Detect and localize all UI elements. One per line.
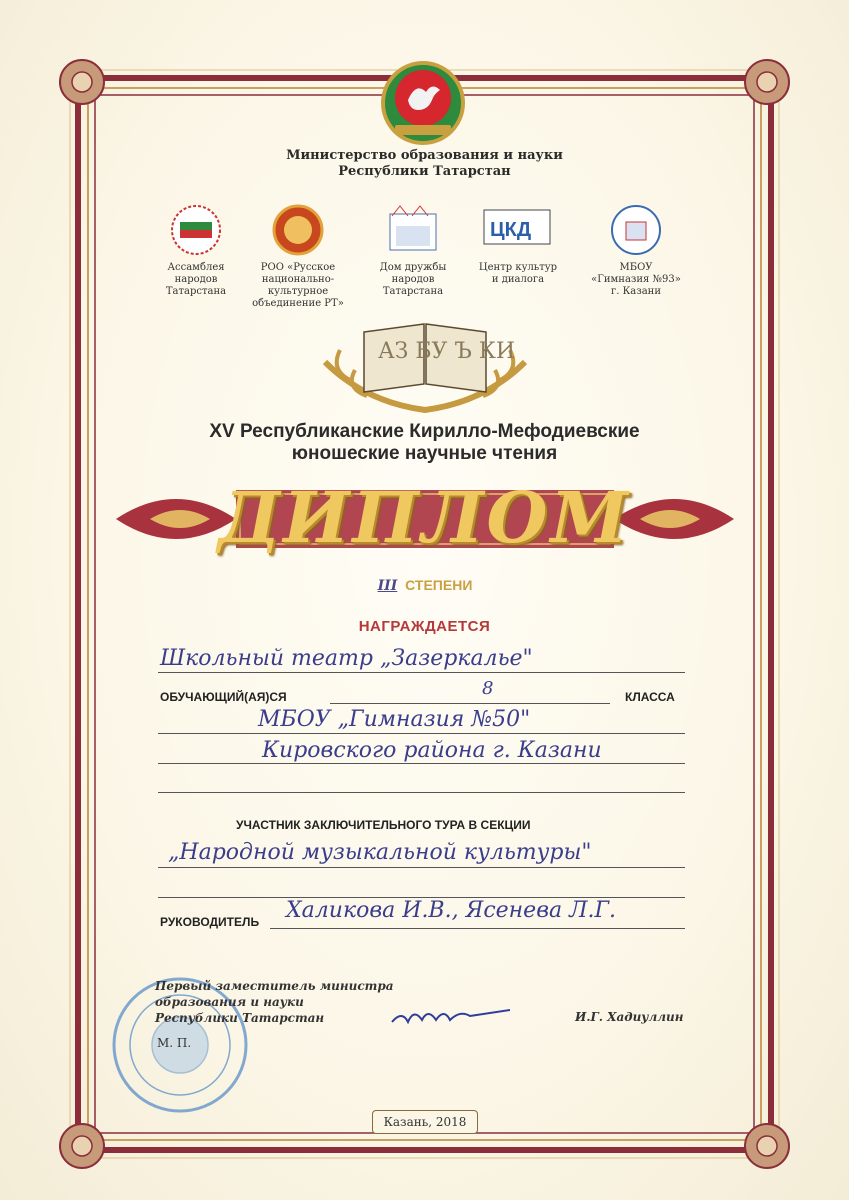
ministry-header [200, 148, 649, 180]
student-label: ОБУЧАЮЩИЙ(АЯ)СЯ [160, 690, 287, 704]
stamp-label: М. П. [157, 1036, 192, 1050]
org-line: Дом дружбы [379, 262, 447, 273]
diploma-title: ДИПЛОМ [218, 476, 631, 559]
org-line: Ассамблея [167, 262, 225, 273]
book-emblem-icon [325, 324, 525, 410]
degree-line [330, 577, 520, 594]
culture-center-logo-icon [484, 210, 550, 244]
degree-number: III [377, 578, 398, 594]
section-value: „Народной музыкальной культуры" [168, 840, 592, 865]
school-line-2: Кировского района г. Казани [262, 738, 602, 763]
org-line: культурное [267, 286, 329, 297]
city-year: Казань, 2018 [372, 1110, 478, 1134]
org-line: Татарстана [382, 286, 444, 297]
corner-ornament-top-right-icon [745, 60, 789, 104]
event-line-1: XV Республиканские Кирилло-Мефодиевские [209, 421, 640, 442]
class-value: 8 [482, 678, 494, 699]
signature-scribble-icon [392, 1010, 510, 1022]
org-line: народов [174, 274, 218, 285]
org-line: объединение РТ» [252, 298, 344, 309]
org-gymnasium-93 [576, 258, 696, 298]
event-line-2: юношеские научные чтения [291, 443, 558, 464]
org-friendship-house [353, 258, 473, 298]
signatory-name: И.Г. Хадиуллин [575, 1010, 684, 1024]
org-line: Центр культур [478, 262, 558, 273]
russian-cultural-association-logo-icon [274, 206, 322, 254]
corner-ornament-top-left-icon [60, 60, 104, 104]
svg-text:АЗ БУ Ъ КИ: АЗ БУ Ъ КИ [378, 339, 516, 364]
org-line: «Гимназия №93» [591, 274, 681, 285]
org-line: Татарстана [165, 286, 227, 297]
tatarstan-emblem-icon [383, 63, 463, 143]
ministry-line-1: Министерство образования и науки [286, 148, 563, 163]
section-label: УЧАСТНИК ЗАКЛЮЧИТЕЛЬНОГО ТУРА В СЕКЦИИ [236, 818, 531, 832]
corner-ornament-bottom-right-icon [745, 1124, 789, 1168]
section-underline-1 [158, 867, 685, 868]
awardee-name: Школьный театр „Зазеркалье" [160, 646, 533, 671]
class-label: КЛАССА [625, 690, 675, 704]
supervisor-value: Халикова И.В., Ясенева Л.Г. [286, 898, 617, 923]
org-line: народов [391, 274, 435, 285]
awardee-underline [158, 672, 685, 673]
gymnasium-93-logo-icon [612, 206, 660, 254]
friendship-house-logo-icon [390, 206, 436, 250]
awarded-label: НАГРАЖДАЕТСЯ [358, 618, 491, 635]
corner-ornament-bottom-left-icon [60, 1124, 104, 1168]
ministry-line-2: Республики Татарстан [338, 164, 511, 179]
signatory-position [155, 978, 395, 1026]
org-line: МБОУ [619, 262, 653, 273]
school-line-1: МБОУ „Гимназия №50" [258, 707, 531, 732]
supervisor-underline [270, 928, 685, 929]
event-title [120, 421, 729, 465]
degree-label: СТЕПЕНИ [405, 577, 473, 593]
org-line: и диалога [491, 274, 545, 285]
org-culture-center [458, 258, 578, 286]
signatory-line-2: образования и науки [155, 995, 304, 1009]
org-line: национально- [261, 274, 335, 285]
org-line: РОО «Русское [260, 262, 336, 273]
org-line: г. Казани [610, 286, 662, 297]
class-underline [330, 703, 610, 704]
signatory-line-3: Республики Татарстан [155, 1011, 325, 1025]
org-russian-association [238, 258, 358, 310]
assembly-logo-icon [172, 206, 220, 254]
supervisor-label: РУКОВОДИТЕЛЬ [160, 915, 260, 929]
school-underline-3 [158, 792, 685, 793]
svg-text:ЦКД: ЦКД [490, 219, 532, 241]
school-underline-2 [158, 763, 685, 764]
school-underline-1 [158, 733, 685, 734]
signatory-line-1: Первый заместитель министра [155, 979, 394, 993]
